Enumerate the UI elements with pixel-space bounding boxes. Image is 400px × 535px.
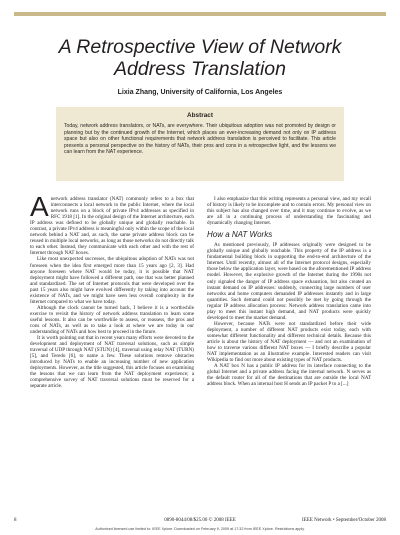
- author-line: Lixia Zhang, University of California, Los Angeles: [117, 89, 283, 96]
- drop-cap: A: [30, 196, 49, 222]
- header-rule: [14, 12, 386, 16]
- journal-line: IEEE Network • September/October 2008: [302, 518, 386, 523]
- article-title: A Retrospective View of Network Address Translation: [58, 36, 342, 80]
- left-column: [30, 196, 194, 522]
- body-paragraph: It is worth pointing out that in recent years many efforts were devoted to the development and deployment of NAT traversal solutions, such as simple traversal of UDP through NAT (STUN) [4], traversal using relay NAT (TURN) [5], and Teredo [6], to name a few. These solutions remove obstacles introduced by NATs to enable an increasing number of new application deployments. However, as the title suggested, this article focuses on examining the lessons that we can learn from the NAT deployment experience; a comprehensive survey of NAT traversal solutions must be reserved for a separate article.: [30, 335, 194, 390]
- body-paragraph: I also emphasize that this writing represents a personal view, and my recall of history is likely to be incomplete and to contain errors. My personal view on this subject has also changed over time, and it may continue to evolve, as we are all in a continuing process of understanding the fascinating and dynamically changing Internet.: [207, 196, 371, 227]
- section-heading: How a NAT Works: [207, 230, 273, 240]
- right-column: [207, 196, 371, 522]
- abstract-box: [56, 107, 344, 181]
- body-paragraph: Although the clock cannot be turned back, I believe it is a worthwhile exercise to revisit the history of network address translation to learn some useful lessons. It also can be worthwhile to assess, or reassess, the pros and cons of NATs, as well as to take a look at where we are today in our understanding of NATs and how best to proceed in the future.: [30, 304, 194, 336]
- abstract-heading: Abstract: [187, 112, 213, 119]
- page-number: 8: [14, 518, 17, 523]
- body-paragraph: However, because NATs were not standardized before their wide deployment, a number of different NAT products exist today, each with somewhat different functionality and different technical details. Because this article is about the history of NAT deployment — and not an examination of how to traverse various different NAT boxes — I briefly describe a popular NAT implementation as an illustrative example. Interested readers can visit Wikipedia to find out more about existing types of NAT products.: [207, 320, 371, 364]
- body-paragraph: A NAT box N has a public IP address for its interface connecting to the global Internet and a private address facing the internal network. N serves as the default router for all of the destinations that are outside the local NAT address block. When an internal host H sends an IP packet P to a [...]: [207, 363, 371, 388]
- body-paragraph: As mentioned previously, IP addresses originally were designed to be globally unique and globally reachable. This property of the IP address is a fundamental building block in supporting the end-to-end architecture of the Internet. Until recently, almost all of the Internet protocol designs, especially those below the application layer, were based on the aforementioned IP address model. However, the explosive growth of the Internet during the 1990s not only signaled the danger of IP address space exhaustion, but also created an instant demand on IP addresses: suddenly, connecting large numbers of user networks and home computers demanded IP addresses instantly and in large quantities. Such demand could not possibly be met by going through the regular IP address allocation process: Network address translation came into play to meet this instant high demand, and NAT products were quickly developed to meet the market demand.: [207, 242, 371, 321]
- abstract-text: Today, network address translators, or NATs, are everywhere. Their ubiquitous adoption was not promoted by design or planning but by the continued growth of the Internet, which places an ever-increasing demand not only on IP address space but also on other functional requirements that network address translation is perceived to facilitate. This article presents a personal perspective on the history of NATs, their pros and cons in a retrospective light, and the lessons we can learn from the NAT experience.: [64, 123, 336, 155]
- license-notice: Authorized licensed use limited to: IEEE Xplore. Downloaded on February 9, 2009 at 17:32 from IEEE Xplore. Restrictions apply.: [95, 527, 305, 531]
- copyright-line: 0890-8044/08/$25.00 © 2008 IEEE: [164, 518, 236, 523]
- body-paragraph: network address translator (NAT) commonly refers to a box that interconnects a local network to the public Internet, where the local network runs on a block of private IPv4 addresses as specified in RFC 1918 [1]. In the original design of the Internet architecture, each IP address was defined to be globally unique and globally reachable. In contrast, a private IPv4 address is meaningful only within the scope of the local network behind a NAT and, as such, the same private address block can be reused in multiple local networks, as long as those networks do not directly talk to each other. Instead, they communicate with each other and with the rest of Internet through NAT boxes.: [30, 196, 194, 257]
- body-paragraph: Like most unexpected successes, the ubiquitous adoption of NATs was not foreseen when the idea first emerged more than 15 years ago [2, 3]. Had anyone foreseen where NAT would be today, it is possible that NAT deployment might have followed a different path, one that was better planned and standardized. The set of Internet protocols that were developed over the past 15 years also might have evolved differently by taking into account the existence of NATs, and we might have seen less overall complexity in the Internet compared to what we have today.: [30, 256, 194, 305]
